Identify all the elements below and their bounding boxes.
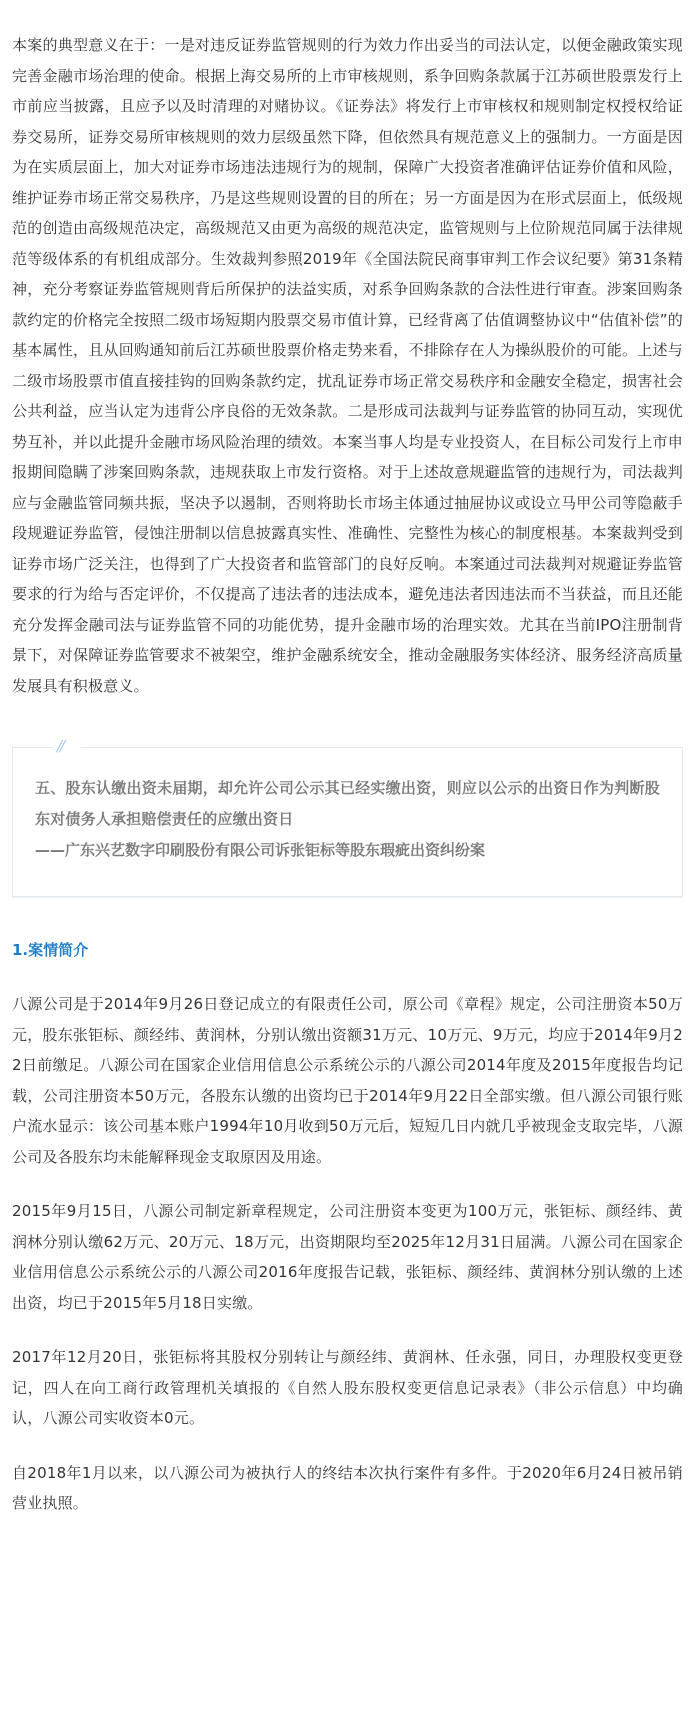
case-paragraph-4: 自2018年1月以来，以八源公司为被执行人的终结本次执行案件有多件。于2020年6月24日被吊销营业执照。	[12, 1463, 683, 1512]
double-slash-icon: //	[57, 737, 64, 755]
callout-top-border	[13, 747, 682, 748]
case-paragraph-2: 2015年9月15日，八源公司制定新章程规定，公司注册资本变更为100万元，张钜标、颜经纬、黄润林分别认缴62万元、20万元、18万元，出资期限均至2025年12月31日届满。八源公司在国家企业信用信息公示系统公示的八源公司2016年度报告记载，张钜标、颜经纬、黄润林分别认缴的上述出资，均已于2015年5月18日实缴。	[12, 1202, 683, 1312]
section-heading: 1.案情简介	[12, 941, 89, 959]
case-paragraph-3: 2017年12月20日，张钜标将其股权分别转让与颜经纬、黄润林、任永强，同日，办理股权变更登记，四人在向工商行政管理机关填报的《自然人股东股权变更信息记录表》（非公示信息）中均确认，八源公司实收资本0元。	[12, 1348, 683, 1427]
case-subtitle: ——广东兴艺数字印刷股份有限公司诉张钜标等股东瑕疵出资纠纷案	[35, 841, 486, 859]
case-title: 五、股东认缴出资未届期，却允许公司公示其已经实缴出资，则应以公示的出资日作为判断股东对债务人承担赔偿责任的应缴出资日	[35, 779, 660, 828]
case-title-callout	[12, 737, 683, 897]
article-body	[12, 0, 683, 1519]
case-paragraph-1: 八源公司是于2014年9月26日登记成立的有限责任公司，原公司《章程》规定，公司注册资本50万元，股东张钜标、颜经纬、黄润林，分别认缴出资额31万元、10万元、9万元，均应于2014年9月22日前缴足。八源公司在国家企业信用信息公示系统公示的八源公司2014年度及2015年度报告均记载，公司注册资本50万元，各股东认缴的出资均已于2014年9月22日全部实缴。但八源公司银行账户流水显示：该公司基本账户1994年10月收到50万元后，短短几日内就几乎被现金支取完毕，八源公司及各股东均未能解释现金支取原因及用途。	[12, 995, 683, 1166]
intro-paragraph: 本案的典型意义在于：一是对违反证券监管规则的行为效力作出妥当的司法认定，以便金融政策实现完善金融市场治理的使命。根据上海交易所的上市审核规则，系争回购条款属于江苏硕世股票发行上市前应当披露，且应予以及时清理的对赌协议。《证券法》将发行上市审核权和规则制定权授权给证券交易所，证券交易所审核规则的效力层级虽然下降，但依然具有规范意义上的强制力。一方面是因为在实质层面上，加大对证券市场违法违规行为的规制，保障广大投资者准确评估证券价值和风险，维护证券市场正常交易秩序，乃是这些规则设置的目的所在；另一方面是因为在形式层面上，低级规范的创造由高级规范决定，高级规范又由更为高级的规范决定，监管规则与上位阶规范同属于法律规范等级体系的有机组成部分。生效裁判参照2019年《全国法院民商事审判工作会议纪要》第31条精神，充分考察证券监管规则背后所保护的法益实质，对系争回购条款的合法性进行审查。涉案回购条款约定的价格完全按照二级市场短期内股票交易市值计算，已经背离了估值调整协议中“估值补偿”的基本属性，且从回购通知前后江苏硕世股票价格走势来看，不排除存在人为操纵股价的可能。上述与二级市场股票市值直接挂钩的回购条款约定，扰乱证券市场正常交易秩序和金融安全稳定，损害社会公共利益，应当认定为违背公序良俗的无效条款。二是形成司法裁判与证券监管的协同互动，实现优势互补，并以此提升金融市场风险治理的绩效。本案当事人均是专业投资人，在目标公司发行上市申报期间隐瞒了涉案回购条款，违规获取上市发行资格。对于上述故意规避监管的违规行为，司法裁判应与金融监管同频共振，坚决予以遏制，否则将助长市场主体通过抽屉协议或设立马甲公司等隐蔽手段规避证券监管，侵蚀注册制以信息披露真实性、准确性、完整性为核心的制度根基。本案裁判受到证券市场广泛关注，也得到了广大投资者和监管部门的良好反响。本案通过司法裁判对规避证券监管要求的行为给与否定评价，不仅提高了违法者的违法成本，避免违法者因违法而不当获益，而且还能充分发挥金融司法与证券监管不同的功能优势，提升金融市场的治理实效。尤其在当前IPO注册制背景下，对保障证券监管要求不被架空，维护金融系统安全，推动金融服务实体经济、服务经济高质量发展具有积极意义。	[12, 36, 683, 695]
